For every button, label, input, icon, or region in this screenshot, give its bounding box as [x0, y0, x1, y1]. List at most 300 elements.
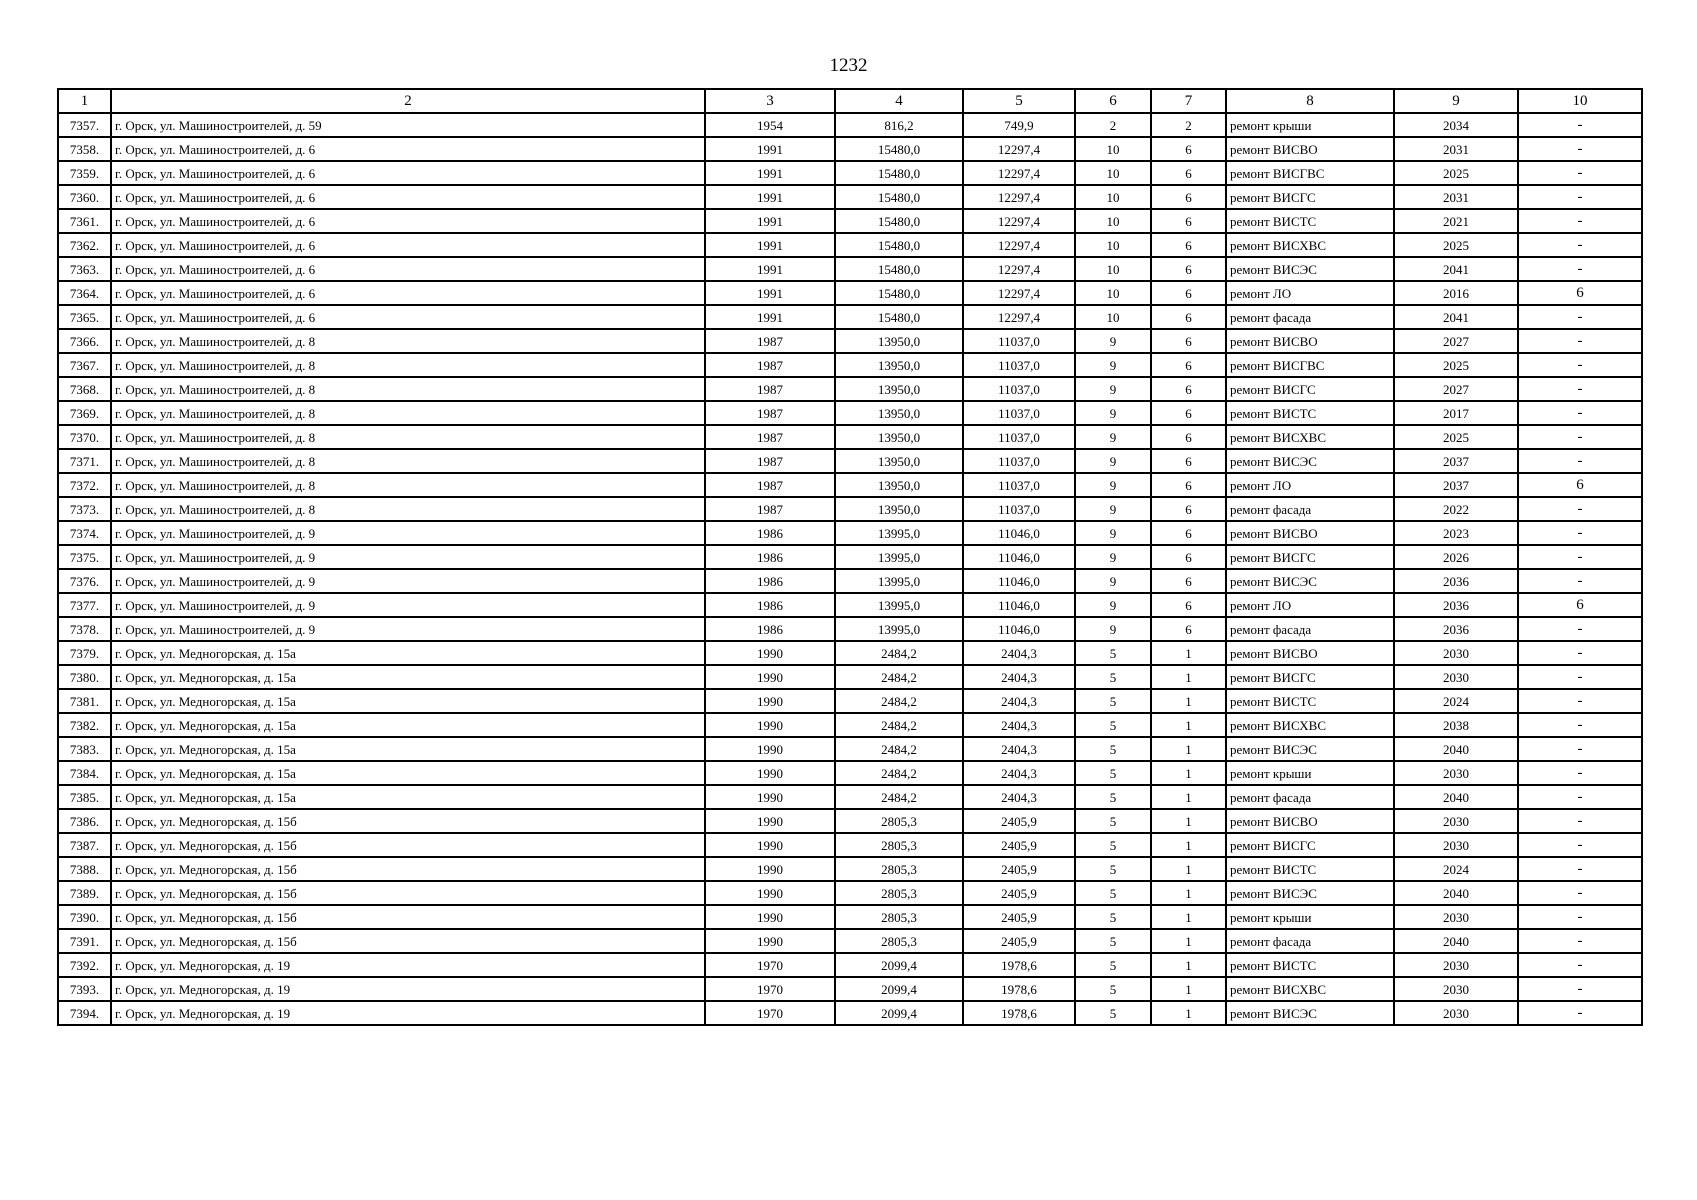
work-type-cell: ремонт ЛО [1226, 281, 1394, 305]
row-number-cell: 7366. [58, 329, 111, 353]
living-area-cell: 2404,3 [963, 785, 1075, 809]
living-area-cell: 2405,9 [963, 905, 1075, 929]
planned-year-cell: 2021 [1394, 209, 1518, 233]
column-header: 2 [111, 89, 705, 113]
entrances-cell: 1 [1151, 905, 1226, 929]
year-built-cell: 1990 [705, 809, 835, 833]
address-cell: г. Орск, ул. Машиностроителей, д. 8 [111, 425, 705, 449]
work-type-cell: ремонт крыши [1226, 761, 1394, 785]
living-area-cell: 12297,4 [963, 161, 1075, 185]
floors-cell: 5 [1075, 953, 1151, 977]
address-cell: г. Орск, ул. Машиностроителей, д. 59 [111, 113, 705, 137]
floors-cell: 9 [1075, 401, 1151, 425]
year-built-cell: 1990 [705, 641, 835, 665]
entrances-cell: 1 [1151, 977, 1226, 1001]
row-number-cell: 7382. [58, 713, 111, 737]
table-row [58, 113, 1642, 137]
address-cell: г. Орск, ул. Медногорская, д. 15б [111, 905, 705, 929]
work-type-cell: ремонт ВИСЭС [1226, 569, 1394, 593]
address-cell: г. Орск, ул. Машиностроителей, д. 8 [111, 473, 705, 497]
entrances-cell: 6 [1151, 401, 1226, 425]
planned-year-cell: 2038 [1394, 713, 1518, 737]
floors-cell: 10 [1075, 209, 1151, 233]
table-row [58, 593, 1642, 617]
row-number-cell: 7357. [58, 113, 111, 137]
total-area-cell: 2805,3 [835, 905, 963, 929]
row-number-cell: 7368. [58, 377, 111, 401]
row-number-cell: 7372. [58, 473, 111, 497]
table-header-row [58, 89, 1642, 113]
living-area-cell: 1978,6 [963, 977, 1075, 1001]
floors-cell: 9 [1075, 353, 1151, 377]
work-type-cell: ремонт ВИСХВС [1226, 233, 1394, 257]
row-number-cell: 7387. [58, 833, 111, 857]
table-row [58, 905, 1642, 929]
address-cell: г. Орск, ул. Машиностроителей, д. 8 [111, 353, 705, 377]
address-cell: г. Орск, ул. Машиностроителей, д. 6 [111, 161, 705, 185]
year-built-cell: 1991 [705, 305, 835, 329]
year-built-cell: 1990 [705, 857, 835, 881]
entrances-cell: 6 [1151, 257, 1226, 281]
entrances-cell: 2 [1151, 113, 1226, 137]
entrances-cell: 6 [1151, 425, 1226, 449]
total-area-cell: 2484,2 [835, 689, 963, 713]
floors-cell: 5 [1075, 761, 1151, 785]
address-cell: г. Орск, ул. Машиностроителей, д. 6 [111, 137, 705, 161]
planned-year-cell: 2040 [1394, 929, 1518, 953]
planned-year-cell: 2040 [1394, 785, 1518, 809]
total-area-cell: 13950,0 [835, 449, 963, 473]
address-cell: г. Орск, ул. Машиностроителей, д. 8 [111, 329, 705, 353]
row-number-cell: 7389. [58, 881, 111, 905]
living-area-cell: 11037,0 [963, 353, 1075, 377]
row-number-cell: 7369. [58, 401, 111, 425]
floors-cell: 5 [1075, 641, 1151, 665]
address-cell: г. Орск, ул. Машиностроителей, д. 8 [111, 497, 705, 521]
table-row [58, 809, 1642, 833]
living-area-cell: 2404,3 [963, 665, 1075, 689]
table-row [58, 137, 1642, 161]
entrances-cell: 1 [1151, 689, 1226, 713]
row-number-cell: 7367. [58, 353, 111, 377]
planned-year-cell: 2030 [1394, 905, 1518, 929]
table-row [58, 785, 1642, 809]
address-cell: г. Орск, ул. Машиностроителей, д. 6 [111, 209, 705, 233]
total-area-cell: 13995,0 [835, 545, 963, 569]
row-number-cell: 7363. [58, 257, 111, 281]
address-cell: г. Орск, ул. Машиностроителей, д. 9 [111, 617, 705, 641]
living-area-cell: 2404,3 [963, 737, 1075, 761]
total-area-cell: 15480,0 [835, 281, 963, 305]
table-row [58, 857, 1642, 881]
table-row [58, 833, 1642, 857]
living-area-cell: 2404,3 [963, 689, 1075, 713]
floors-cell: 9 [1075, 545, 1151, 569]
address-cell: г. Орск, ул. Медногорская, д. 15а [111, 737, 705, 761]
living-area-cell: 2405,9 [963, 881, 1075, 905]
work-type-cell: ремонт ВИСТС [1226, 857, 1394, 881]
column-10-value-cell: - [1518, 833, 1642, 857]
entrances-cell: 6 [1151, 617, 1226, 641]
year-built-cell: 1991 [705, 137, 835, 161]
column-10-value-cell: - [1518, 785, 1642, 809]
work-type-cell: ремонт ВИСЭС [1226, 881, 1394, 905]
year-built-cell: 1991 [705, 281, 835, 305]
planned-year-cell: 2016 [1394, 281, 1518, 305]
total-area-cell: 13950,0 [835, 401, 963, 425]
floors-cell: 9 [1075, 593, 1151, 617]
floors-cell: 5 [1075, 857, 1151, 881]
entrances-cell: 6 [1151, 593, 1226, 617]
year-built-cell: 1990 [705, 689, 835, 713]
work-type-cell: ремонт ВИСВО [1226, 329, 1394, 353]
entrances-cell: 6 [1151, 329, 1226, 353]
living-area-cell: 11037,0 [963, 377, 1075, 401]
year-built-cell: 1991 [705, 161, 835, 185]
column-10-value-cell: - [1518, 929, 1642, 953]
total-area-cell: 15480,0 [835, 305, 963, 329]
table-row [58, 161, 1642, 185]
entrances-cell: 6 [1151, 209, 1226, 233]
address-cell: г. Орск, ул. Машиностроителей, д. 6 [111, 305, 705, 329]
entrances-cell: 6 [1151, 305, 1226, 329]
total-area-cell: 2099,4 [835, 977, 963, 1001]
total-area-cell: 2805,3 [835, 881, 963, 905]
column-10-value-cell: - [1518, 185, 1642, 209]
total-area-cell: 13950,0 [835, 425, 963, 449]
work-type-cell: ремонт ВИСТС [1226, 209, 1394, 233]
living-area-cell: 11037,0 [963, 473, 1075, 497]
living-area-cell: 12297,4 [963, 233, 1075, 257]
column-10-value-cell: - [1518, 233, 1642, 257]
repair-schedule-table [57, 88, 1643, 1026]
floors-cell: 9 [1075, 473, 1151, 497]
column-10-value-cell: - [1518, 329, 1642, 353]
floors-cell: 9 [1075, 569, 1151, 593]
address-cell: г. Орск, ул. Машиностроителей, д. 9 [111, 569, 705, 593]
planned-year-cell: 2025 [1394, 353, 1518, 377]
total-area-cell: 2805,3 [835, 833, 963, 857]
work-type-cell: ремонт ВИСГС [1226, 545, 1394, 569]
year-built-cell: 1986 [705, 569, 835, 593]
year-built-cell: 1991 [705, 257, 835, 281]
planned-year-cell: 2034 [1394, 113, 1518, 137]
floors-cell: 5 [1075, 689, 1151, 713]
work-type-cell: ремонт крыши [1226, 905, 1394, 929]
address-cell: г. Орск, ул. Медногорская, д. 15а [111, 761, 705, 785]
living-area-cell: 11037,0 [963, 425, 1075, 449]
entrances-cell: 6 [1151, 233, 1226, 257]
column-10-value-cell: - [1518, 137, 1642, 161]
entrances-cell: 6 [1151, 473, 1226, 497]
year-built-cell: 1990 [705, 785, 835, 809]
floors-cell: 5 [1075, 881, 1151, 905]
column-10-value-cell: - [1518, 161, 1642, 185]
entrances-cell: 1 [1151, 857, 1226, 881]
entrances-cell: 6 [1151, 161, 1226, 185]
total-area-cell: 816,2 [835, 113, 963, 137]
floors-cell: 9 [1075, 497, 1151, 521]
table-row [58, 929, 1642, 953]
floors-cell: 5 [1075, 977, 1151, 1001]
total-area-cell: 13950,0 [835, 329, 963, 353]
row-number-cell: 7376. [58, 569, 111, 593]
living-area-cell: 2404,3 [963, 713, 1075, 737]
planned-year-cell: 2036 [1394, 593, 1518, 617]
floors-cell: 10 [1075, 161, 1151, 185]
year-built-cell: 1986 [705, 593, 835, 617]
row-number-cell: 7359. [58, 161, 111, 185]
table-row [58, 737, 1642, 761]
entrances-cell: 1 [1151, 665, 1226, 689]
total-area-cell: 15480,0 [835, 185, 963, 209]
living-area-cell: 749,9 [963, 113, 1075, 137]
column-10-value-cell: 6 [1518, 473, 1642, 497]
living-area-cell: 1978,6 [963, 1001, 1075, 1025]
total-area-cell: 13950,0 [835, 353, 963, 377]
floors-cell: 10 [1075, 233, 1151, 257]
floors-cell: 5 [1075, 809, 1151, 833]
year-built-cell: 1987 [705, 473, 835, 497]
planned-year-cell: 2027 [1394, 329, 1518, 353]
floors-cell: 5 [1075, 713, 1151, 737]
work-type-cell: ремонт ВИСТС [1226, 953, 1394, 977]
planned-year-cell: 2036 [1394, 617, 1518, 641]
work-type-cell: ремонт ВИСГВС [1226, 161, 1394, 185]
year-built-cell: 1990 [705, 905, 835, 929]
living-area-cell: 2405,9 [963, 929, 1075, 953]
entrances-cell: 6 [1151, 281, 1226, 305]
year-built-cell: 1987 [705, 401, 835, 425]
column-10-value-cell: 6 [1518, 281, 1642, 305]
address-cell: г. Орск, ул. Медногорская, д. 19 [111, 1001, 705, 1025]
entrances-cell: 6 [1151, 521, 1226, 545]
floors-cell: 9 [1075, 521, 1151, 545]
living-area-cell: 2405,9 [963, 833, 1075, 857]
total-area-cell: 15480,0 [835, 137, 963, 161]
address-cell: г. Орск, ул. Медногорская, д. 15б [111, 809, 705, 833]
work-type-cell: ремонт ВИСЭС [1226, 257, 1394, 281]
planned-year-cell: 2037 [1394, 449, 1518, 473]
column-header: 5 [963, 89, 1075, 113]
address-cell: г. Орск, ул. Медногорская, д. 15а [111, 689, 705, 713]
column-10-value-cell: - [1518, 449, 1642, 473]
column-10-value-cell: - [1518, 113, 1642, 137]
work-type-cell: ремонт ВИСЭС [1226, 737, 1394, 761]
year-built-cell: 1990 [705, 737, 835, 761]
year-built-cell: 1987 [705, 425, 835, 449]
year-built-cell: 1970 [705, 1001, 835, 1025]
work-type-cell: ремонт ЛО [1226, 593, 1394, 617]
living-area-cell: 12297,4 [963, 137, 1075, 161]
year-built-cell: 1987 [705, 497, 835, 521]
row-number-cell: 7391. [58, 929, 111, 953]
total-area-cell: 2484,2 [835, 641, 963, 665]
floors-cell: 2 [1075, 113, 1151, 137]
row-number-cell: 7358. [58, 137, 111, 161]
table-row [58, 881, 1642, 905]
total-area-cell: 2099,4 [835, 1001, 963, 1025]
living-area-cell: 11037,0 [963, 401, 1075, 425]
year-built-cell: 1986 [705, 545, 835, 569]
work-type-cell: ремонт ЛО [1226, 473, 1394, 497]
row-number-cell: 7377. [58, 593, 111, 617]
row-number-cell: 7364. [58, 281, 111, 305]
living-area-cell: 11046,0 [963, 593, 1075, 617]
work-type-cell: ремонт ВИСГС [1226, 665, 1394, 689]
table-row [58, 209, 1642, 233]
row-number-cell: 7383. [58, 737, 111, 761]
entrances-cell: 6 [1151, 185, 1226, 209]
table-row [58, 953, 1642, 977]
column-10-value-cell: - [1518, 257, 1642, 281]
entrances-cell: 1 [1151, 1001, 1226, 1025]
floors-cell: 9 [1075, 329, 1151, 353]
planned-year-cell: 2041 [1394, 305, 1518, 329]
column-10-value-cell: - [1518, 401, 1642, 425]
column-header: 4 [835, 89, 963, 113]
page-number: 1232 [829, 55, 868, 76]
table-row [58, 377, 1642, 401]
table-row [58, 329, 1642, 353]
planned-year-cell: 2030 [1394, 809, 1518, 833]
work-type-cell: ремонт ВИСГС [1226, 833, 1394, 857]
living-area-cell: 1978,6 [963, 953, 1075, 977]
total-area-cell: 13995,0 [835, 569, 963, 593]
planned-year-cell: 2024 [1394, 689, 1518, 713]
work-type-cell: ремонт ВИСВО [1226, 809, 1394, 833]
work-type-cell: ремонт ВИСХВС [1226, 713, 1394, 737]
column-10-value-cell: - [1518, 905, 1642, 929]
row-number-cell: 7393. [58, 977, 111, 1001]
floors-cell: 10 [1075, 257, 1151, 281]
living-area-cell: 12297,4 [963, 257, 1075, 281]
year-built-cell: 1990 [705, 833, 835, 857]
planned-year-cell: 2040 [1394, 737, 1518, 761]
address-cell: г. Орск, ул. Машиностроителей, д. 6 [111, 185, 705, 209]
floors-cell: 9 [1075, 377, 1151, 401]
row-number-cell: 7390. [58, 905, 111, 929]
column-10-value-cell: - [1518, 761, 1642, 785]
total-area-cell: 15480,0 [835, 209, 963, 233]
table-row [58, 401, 1642, 425]
planned-year-cell: 2025 [1394, 161, 1518, 185]
total-area-cell: 15480,0 [835, 233, 963, 257]
planned-year-cell: 2027 [1394, 377, 1518, 401]
entrances-cell: 1 [1151, 929, 1226, 953]
entrances-cell: 1 [1151, 833, 1226, 857]
address-cell: г. Орск, ул. Медногорская, д. 15а [111, 665, 705, 689]
floors-cell: 5 [1075, 929, 1151, 953]
planned-year-cell: 2031 [1394, 185, 1518, 209]
address-cell: г. Орск, ул. Медногорская, д. 15а [111, 785, 705, 809]
column-10-value-cell: - [1518, 497, 1642, 521]
table-row [58, 185, 1642, 209]
table-row [58, 1001, 1642, 1025]
floors-cell: 5 [1075, 833, 1151, 857]
planned-year-cell: 2030 [1394, 1001, 1518, 1025]
planned-year-cell: 2036 [1394, 569, 1518, 593]
table-row [58, 689, 1642, 713]
floors-cell: 5 [1075, 785, 1151, 809]
row-number-cell: 7360. [58, 185, 111, 209]
address-cell: г. Орск, ул. Медногорская, д. 15а [111, 713, 705, 737]
table-row [58, 353, 1642, 377]
work-type-cell: ремонт фасада [1226, 785, 1394, 809]
table-row [58, 449, 1642, 473]
table-row [58, 281, 1642, 305]
planned-year-cell: 2030 [1394, 761, 1518, 785]
total-area-cell: 2099,4 [835, 953, 963, 977]
column-10-value-cell: - [1518, 377, 1642, 401]
living-area-cell: 11046,0 [963, 545, 1075, 569]
floors-cell: 5 [1075, 665, 1151, 689]
floors-cell: 5 [1075, 737, 1151, 761]
living-area-cell: 12297,4 [963, 185, 1075, 209]
column-10-value-cell: - [1518, 305, 1642, 329]
work-type-cell: ремонт ВИСЭС [1226, 449, 1394, 473]
year-built-cell: 1970 [705, 977, 835, 1001]
planned-year-cell: 2031 [1394, 137, 1518, 161]
living-area-cell: 2404,3 [963, 761, 1075, 785]
planned-year-cell: 2026 [1394, 545, 1518, 569]
column-header: 1 [58, 89, 111, 113]
table-body [58, 113, 1642, 1025]
column-10-value-cell: - [1518, 545, 1642, 569]
year-built-cell: 1987 [705, 449, 835, 473]
total-area-cell: 2805,3 [835, 857, 963, 881]
planned-year-cell: 2030 [1394, 953, 1518, 977]
planned-year-cell: 2030 [1394, 641, 1518, 665]
row-number-cell: 7370. [58, 425, 111, 449]
entrances-cell: 1 [1151, 737, 1226, 761]
floors-cell: 5 [1075, 905, 1151, 929]
floors-cell: 9 [1075, 617, 1151, 641]
floors-cell: 10 [1075, 185, 1151, 209]
column-10-value-cell: - [1518, 353, 1642, 377]
planned-year-cell: 2041 [1394, 257, 1518, 281]
planned-year-cell: 2023 [1394, 521, 1518, 545]
row-number-cell: 7388. [58, 857, 111, 881]
work-type-cell: ремонт ВИСЭС [1226, 1001, 1394, 1025]
planned-year-cell: 2025 [1394, 233, 1518, 257]
table-row [58, 617, 1642, 641]
entrances-cell: 6 [1151, 353, 1226, 377]
total-area-cell: 2805,3 [835, 929, 963, 953]
table-row [58, 497, 1642, 521]
living-area-cell: 12297,4 [963, 305, 1075, 329]
column-10-value-cell: - [1518, 977, 1642, 1001]
year-built-cell: 1990 [705, 761, 835, 785]
address-cell: г. Орск, ул. Машиностроителей, д. 9 [111, 545, 705, 569]
table-row [58, 761, 1642, 785]
living-area-cell: 11037,0 [963, 497, 1075, 521]
table-row [58, 569, 1642, 593]
year-built-cell: 1991 [705, 233, 835, 257]
entrances-cell: 6 [1151, 137, 1226, 161]
row-number-cell: 7380. [58, 665, 111, 689]
column-10-value-cell: - [1518, 809, 1642, 833]
row-number-cell: 7386. [58, 809, 111, 833]
total-area-cell: 2484,2 [835, 761, 963, 785]
row-number-cell: 7379. [58, 641, 111, 665]
address-cell: г. Орск, ул. Машиностроителей, д. 6 [111, 281, 705, 305]
floors-cell: 10 [1075, 281, 1151, 305]
entrances-cell: 1 [1151, 713, 1226, 737]
year-built-cell: 1986 [705, 521, 835, 545]
address-cell: г. Орск, ул. Медногорская, д. 15б [111, 833, 705, 857]
floors-cell: 5 [1075, 1001, 1151, 1025]
